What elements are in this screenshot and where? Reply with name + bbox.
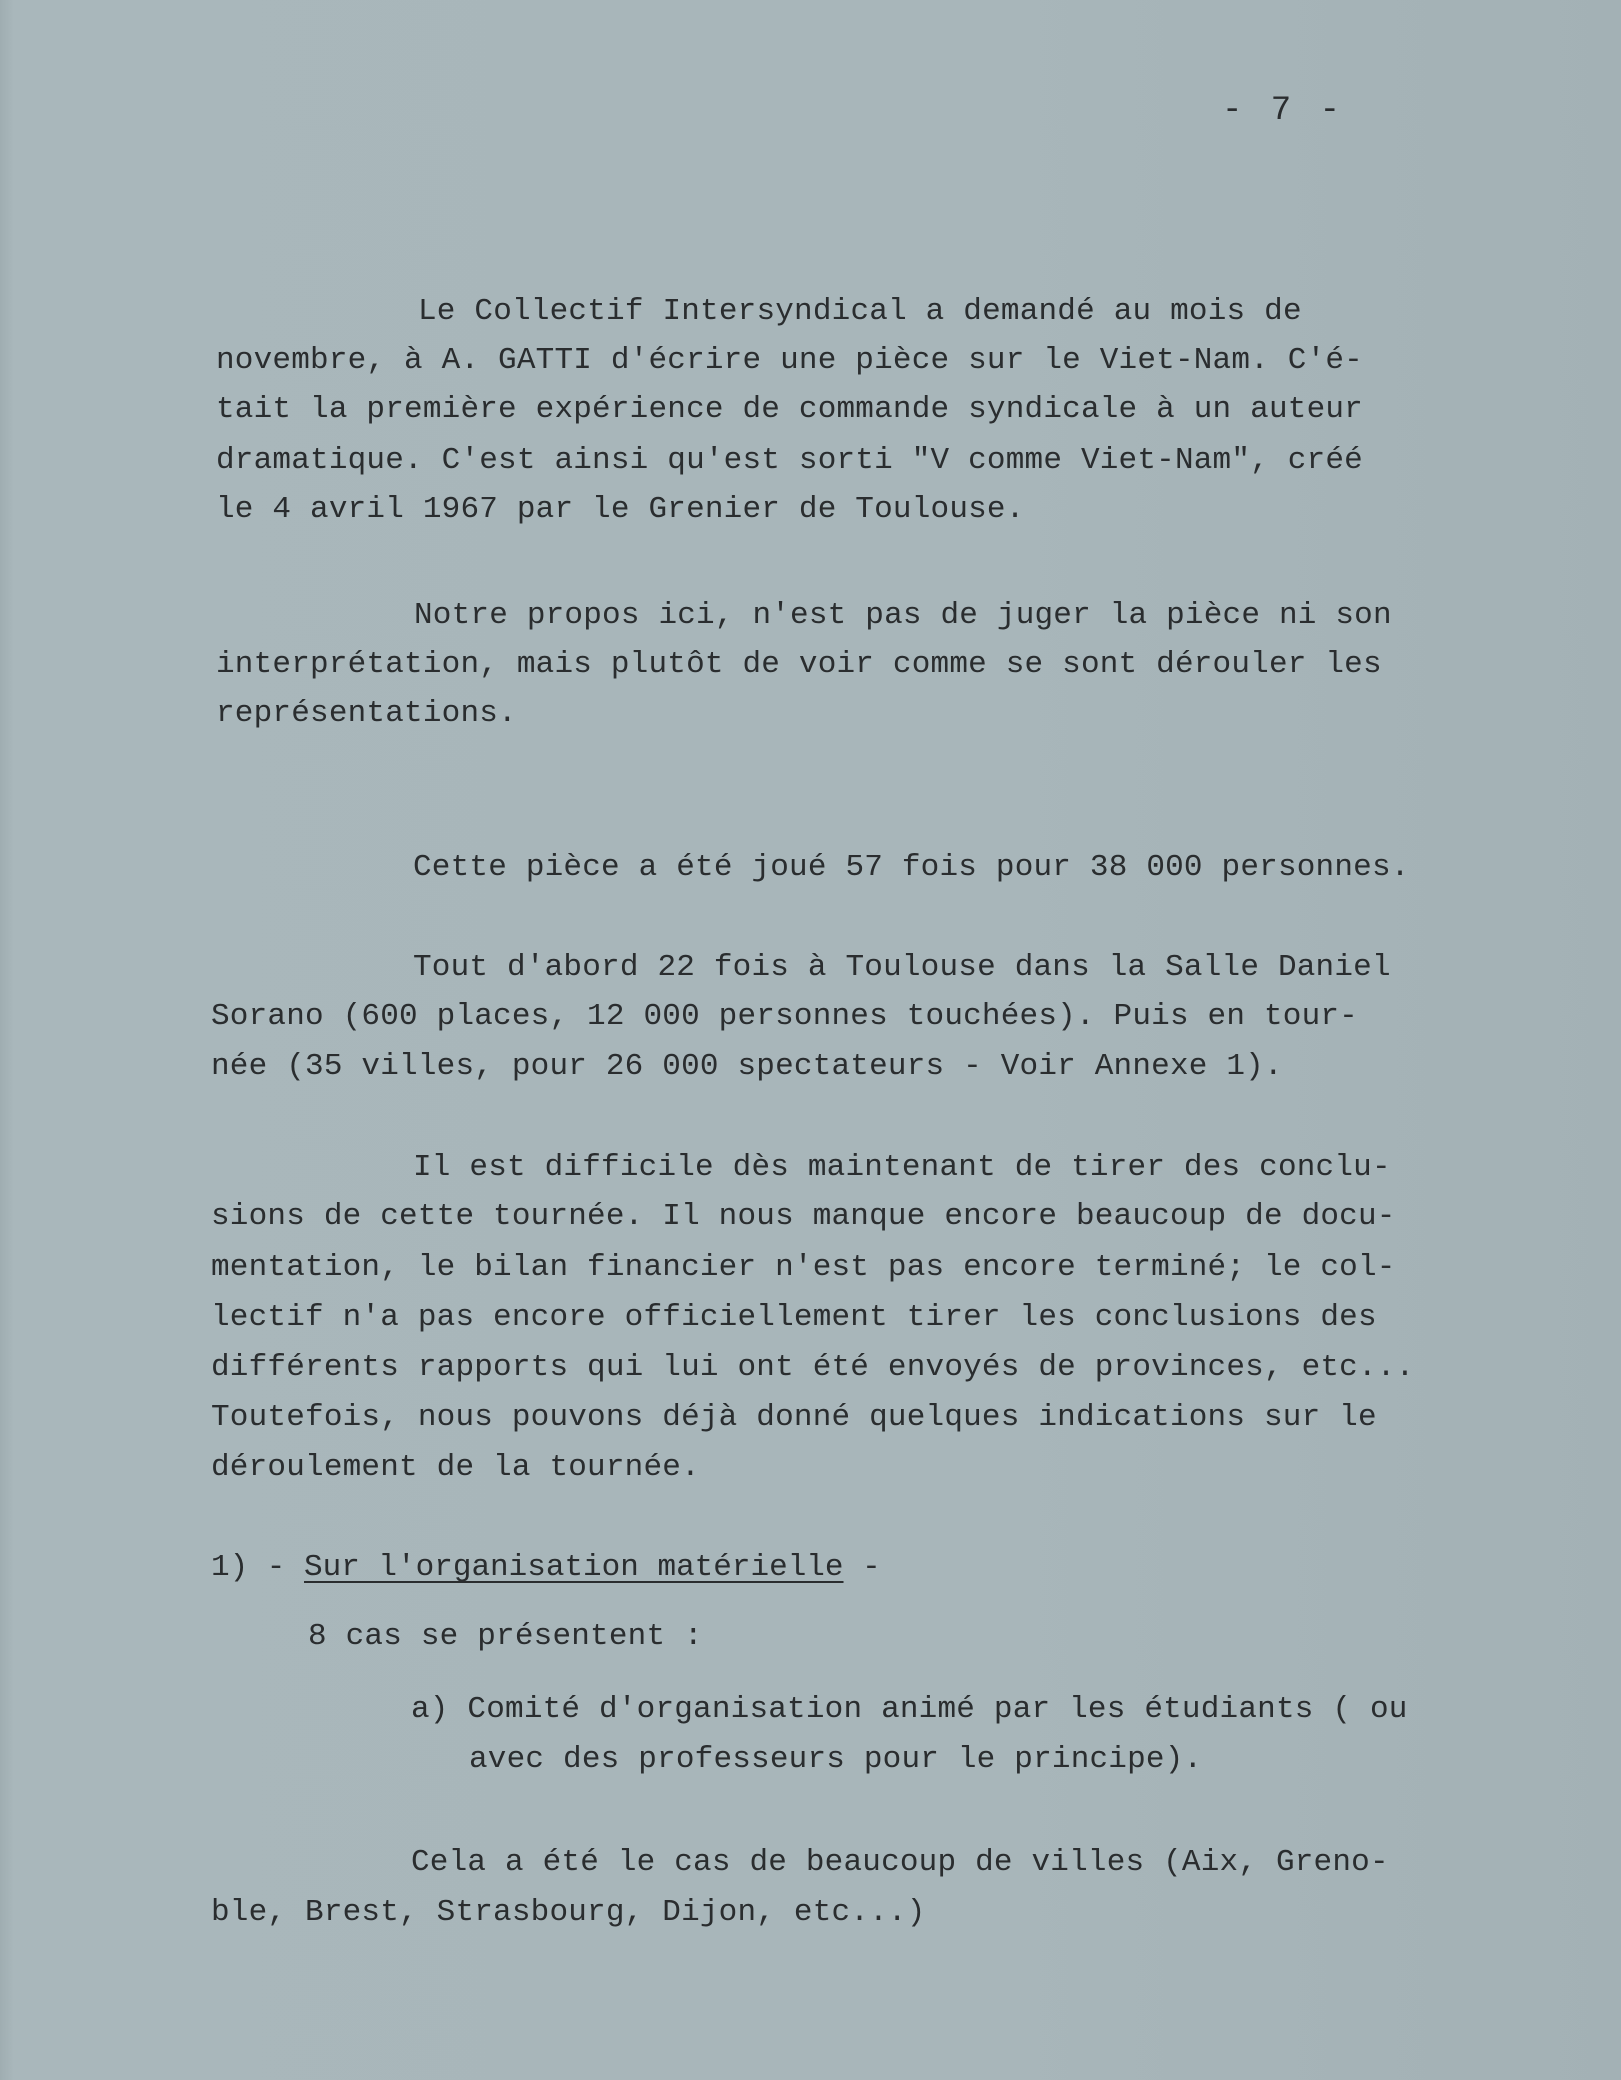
page-number: - 7 -: [1222, 92, 1345, 130]
paragraph-1-line-3: tait la première expérience de commande syndicale à un auteur: [216, 392, 1363, 427]
paragraph-5-line-3: mentation, le bilan financier n'est pas encore terminé; le col-: [211, 1250, 1396, 1285]
paragraph-1-line-4: dramatique. C'est ainsi qu'est sorti "V comme Viet-Nam", créé: [216, 443, 1363, 478]
item-a-line-2: avec des professeurs pour le principe).: [469, 1742, 1203, 1777]
paragraph-3-line-1: Cette pièce a été joué 57 fois pour 38 000 personnes.: [413, 850, 1410, 885]
paragraph-1-line-1: Le Collectif Intersyndical a demandé au mois de: [418, 294, 1302, 329]
paragraph-1-line-2: novembre, à A. GATTI d'écrire une pièce sur le Viet-Nam. C'é-: [216, 343, 1363, 378]
paragraph-5-line-1: Il est difficile dès maintenant de tirer des conclu-: [413, 1150, 1391, 1185]
section-suffix: -: [843, 1550, 881, 1585]
paragraph-5-line-4: lectif n'a pas encore officiellement tirer les conclusions des: [211, 1300, 1377, 1335]
section-title: Sur l'organisation matérielle: [304, 1550, 844, 1585]
paragraph-5-line-6: Toutefois, nous pouvons déjà donné quelques indications sur le: [211, 1400, 1377, 1435]
paragraph-2-line-2: interprétation, mais plutôt de voir comme se sont dérouler les: [216, 647, 1382, 682]
item-a-line-1: a) Comité d'organisation animé par les étudiants ( ou: [411, 1692, 1408, 1727]
paragraph-4-line-2: Sorano (600 places, 12 000 personnes touchées). Puis en tour-: [211, 999, 1358, 1034]
closing-line-1: Cela a été le cas de beaucoup de villes (Aix, Greno-: [411, 1845, 1389, 1880]
paragraph-1-line-5: le 4 avril 1967 par le Grenier de Toulouse.: [216, 492, 1025, 527]
paragraph-5-line-2: sions de cette tournée. Il nous manque encore beaucoup de docu-: [211, 1199, 1396, 1234]
section-heading: [211, 1548, 881, 1588]
paragraph-5-line-5: différents rapports qui lui ont été envoyés de provinces, etc...: [211, 1350, 1415, 1385]
closing-line-2: ble, Brest, Strasbourg, Dijon, etc...): [211, 1895, 926, 1930]
paragraph-2-line-3: représentations.: [216, 696, 517, 731]
cases-intro: 8 cas se présentent :: [308, 1619, 703, 1654]
paragraph-2-line-1: Notre propos ici, n'est pas de juger la pièce ni son: [414, 598, 1392, 633]
paragraph-4-line-1: Tout d'abord 22 fois à Toulouse dans la Salle Daniel: [413, 950, 1391, 985]
section-number: 1) -: [211, 1550, 305, 1585]
paragraph-4-line-3: née (35 villes, pour 26 000 spectateurs - Voir Annexe 1).: [211, 1049, 1283, 1084]
paragraph-5-line-7: déroulement de la tournée.: [211, 1450, 700, 1485]
